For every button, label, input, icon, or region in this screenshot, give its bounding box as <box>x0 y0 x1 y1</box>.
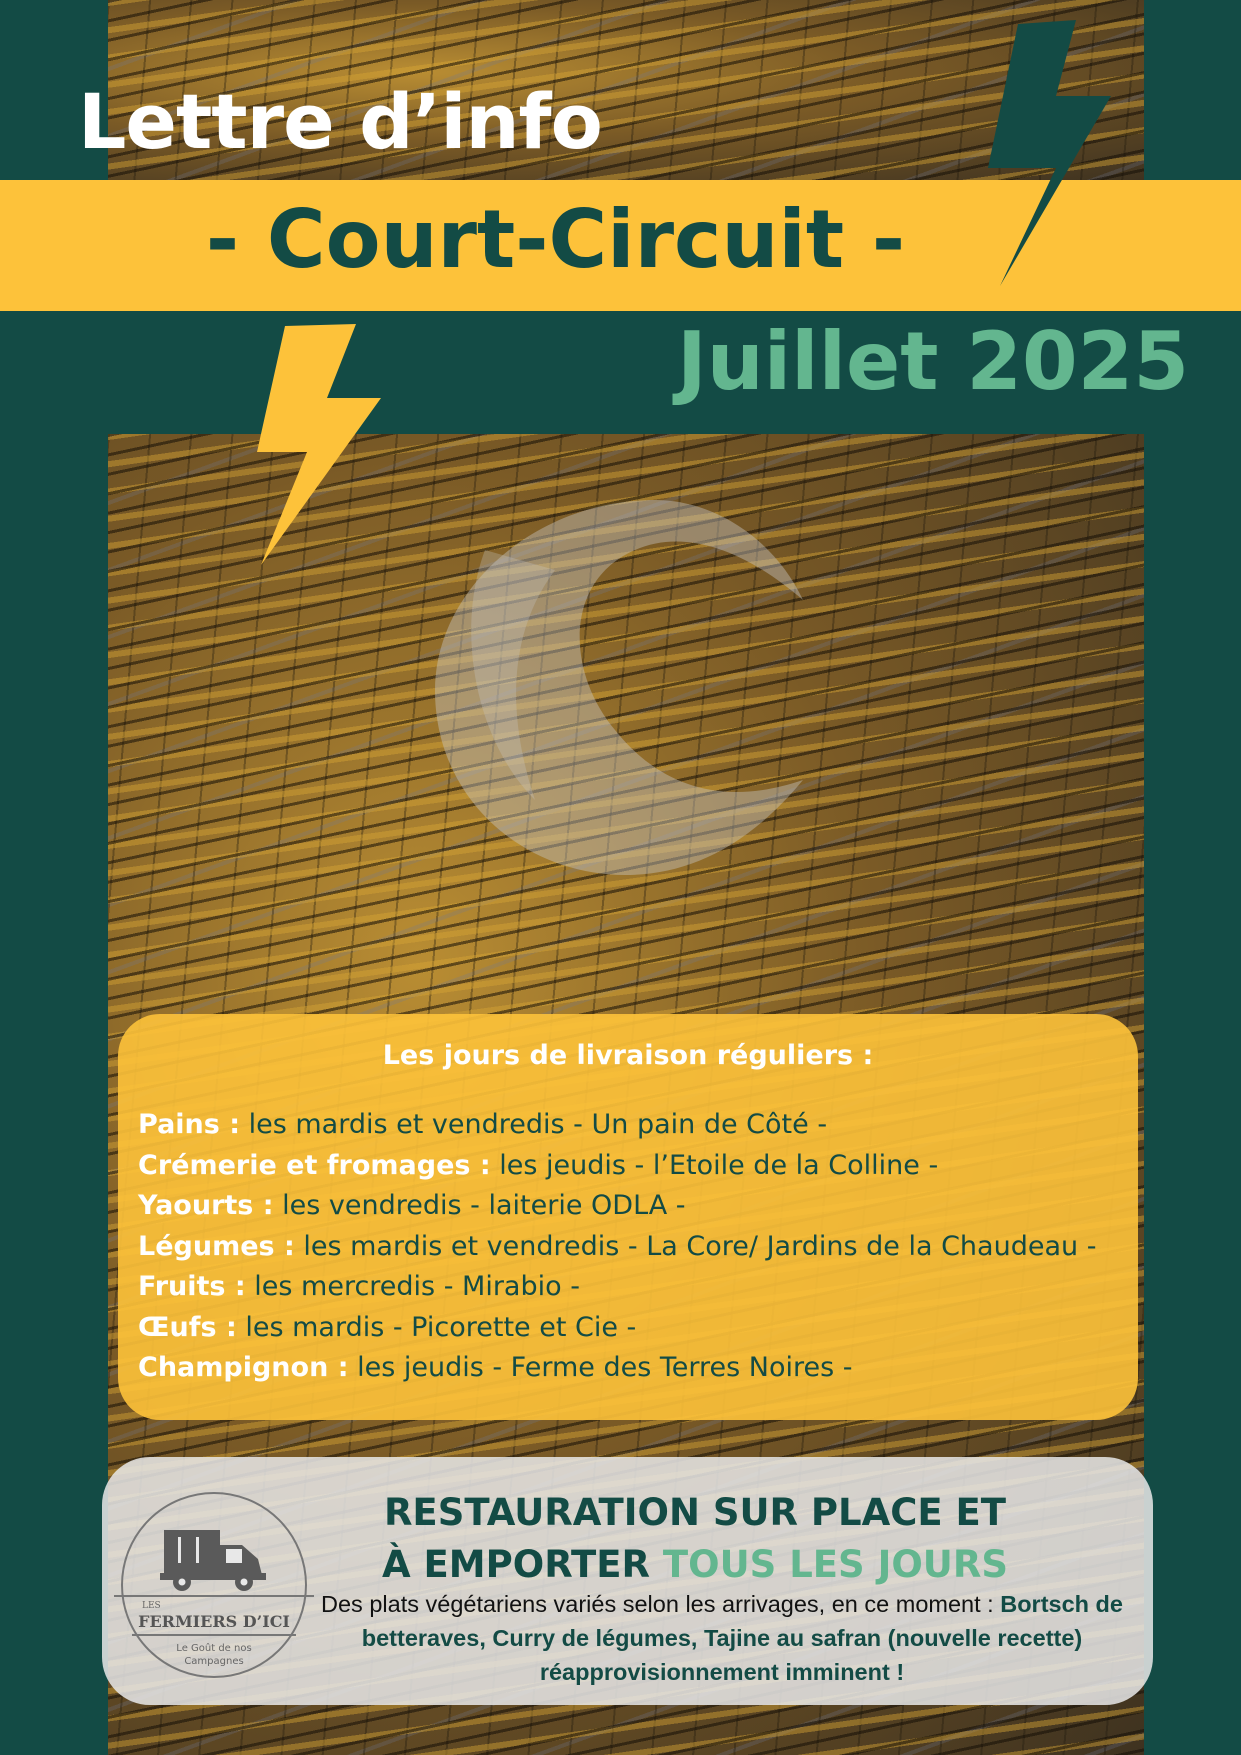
delivery-item-label: Pains : <box>138 1109 241 1140</box>
delivery-item-label: Légumes : <box>138 1230 295 1262</box>
logo-name: FERMIERS D’ICI <box>138 1612 290 1631</box>
delivery-item-text: les mardis - Picorette et Cie - <box>236 1311 637 1343</box>
delivery-item-text: les mardis et vendredis - Un pain de Côté - <box>240 1109 828 1140</box>
delivery-item <box>138 1146 1118 1187</box>
logo-tagline-1: Le Goût de nos <box>176 1643 252 1654</box>
delivery-item <box>138 1267 1118 1308</box>
delivery-item-label: Yaourts : <box>138 1190 274 1221</box>
restaurant-dishes: Bortsch de betteraves, Curry de légumes, Tajine au safran (nouvelle recette) réapprovisionnement imminent ! <box>361 1591 1123 1685</box>
delivery-item <box>138 1227 1118 1268</box>
newsletter-name: - Court-Circuit - <box>205 193 906 286</box>
restaurant-title-line1: RESTAURATION SUR PLACE ET <box>383 1491 1007 1534</box>
restaurant-title <box>298 1487 1092 1591</box>
delivery-item <box>138 1186 1118 1227</box>
delivery-item <box>138 1308 1118 1349</box>
logo-top-text: LES <box>142 1601 161 1611</box>
delivery-item-text: les vendredis - laiterie ODLA - <box>273 1190 686 1221</box>
lightning-bolt-icon <box>255 322 385 567</box>
restaurant-description <box>316 1587 1128 1689</box>
delivery-item-label: Crémerie et fromages : <box>138 1149 491 1181</box>
restaurant-description-intro: Des plats végétariens variés selon les arrivages, en ce moment : <box>321 1591 1001 1617</box>
newsletter-month: Juillet 2025 <box>677 315 1189 408</box>
delivery-item-label: Œufs : <box>138 1311 237 1343</box>
delivery-item <box>138 1105 1118 1146</box>
delivery-title: Les jours de livraison réguliers : <box>382 1040 874 1071</box>
delivery-item-text: les jeudis - l’Etoile de la Colline - <box>490 1149 939 1181</box>
delivery-item-text: les mercredis - Mirabio - <box>245 1271 580 1302</box>
delivery-item-label: Champignon : <box>138 1352 349 1383</box>
restaurant-box <box>102 1457 1153 1705</box>
food-truck-logo-icon <box>114 1485 314 1685</box>
circular-leaf-logo-watermark <box>415 480 825 890</box>
logo-tagline-2: Campagnes <box>184 1656 244 1667</box>
lightning-bolt-icon <box>980 18 1115 288</box>
delivery-item-label: Fruits : <box>138 1271 246 1302</box>
delivery-item <box>138 1348 1118 1389</box>
delivery-item-text: les mardis et vendredis - La Core/ Jardins de la Chaudeau - <box>294 1230 1097 1262</box>
delivery-schedule-box <box>118 1014 1138 1420</box>
delivery-item-text: les jeudis - Ferme des Terres Noires - <box>348 1352 853 1383</box>
newsletter-title: Lettre d’info <box>78 77 602 166</box>
restaurant-title-line2: À EMPORTER <box>382 1543 663 1586</box>
restaurant-title-accent: TOUS LES JOURS <box>662 1543 1008 1586</box>
